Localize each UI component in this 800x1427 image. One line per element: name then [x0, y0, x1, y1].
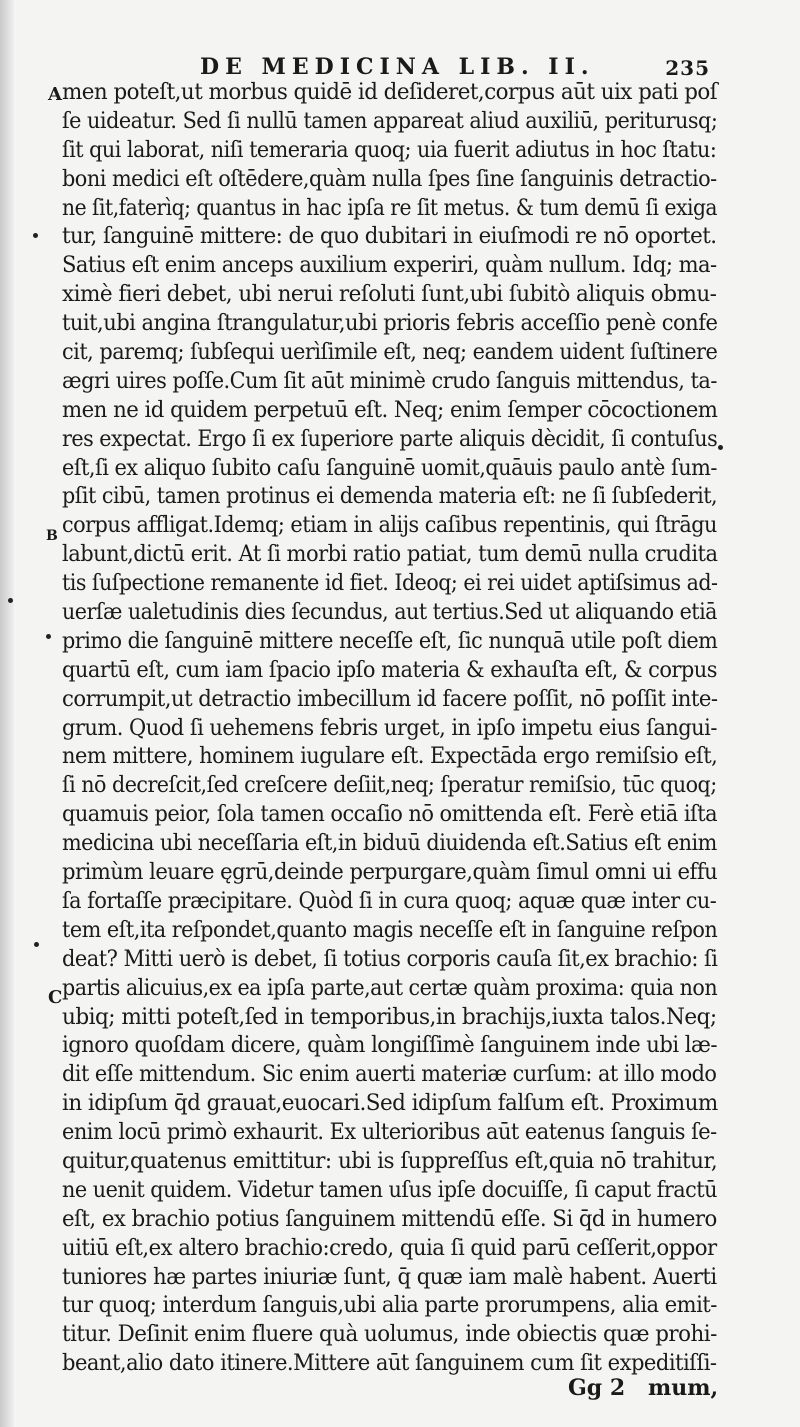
margin-marker-b: B [46, 528, 58, 544]
text-line: quamuis peior, ſola tamen occaſio nō omittenda eſt. Ferè etiā iſta [62, 801, 718, 828]
text-line: in idipſum q̄d grauat,euocari.Sed idipſum falſum eſt. Proximum [62, 1090, 718, 1117]
text-line: ſi nō decreſcit,ſed creſcere deſiit,neq; ſperatur remiſsio, tūc quoq; [62, 772, 717, 799]
page-footer [0, 1375, 800, 1405]
text-line: titur. Deſinit enim fluere quà uolumus, inde obiectis quæ prohi- [62, 1321, 717, 1348]
ink-speck [34, 942, 39, 947]
text-line: tis ſuſpectione remanente id fiet. Ideoq; ei rei uidet aptiſsimus ad- [62, 570, 718, 597]
text-line: tuniores hæ partes iniuriæ ſunt, q̄ quæ iam malè habent. Auerti [62, 1263, 717, 1290]
text-line: medicina ubi neceſſaria eſt,in biduū diuidenda eſt.Satius eſt enim [62, 830, 717, 857]
catchword: mum, [648, 1375, 719, 1401]
text-line: enim locū primò exhaurit. Ex ulterioribus aūt eatenus ſanguis ſe- [62, 1119, 717, 1146]
text-line: ægri uires poſſe.Cum ſit aūt minimè crudo ſanguis mittendus, ta- [62, 367, 717, 394]
text-line: tur, ſanguinē mittere: de quo dubitari in eiuſmodi re nō oportet. [62, 223, 717, 250]
text-line: men ne id quidem perpetuū eſt. Neq; enim ſemper cōcoctionem [62, 396, 718, 423]
text-line: ſit qui laborat, niſi temeraria quoq; uia fuerit adiutus in hoc ſtatu: [62, 136, 717, 163]
text-line: quitur,quatenus emittitur: ubi is ſuppreſſus eſt,quia nō trahitur, [62, 1147, 718, 1174]
text-line: corrumpit,ut detractio imbecillum id facere poſſit, nō poſſit inte- [62, 685, 718, 712]
margin-marker-a: A [48, 84, 62, 105]
running-head: DE MEDICINA LIB. II. [200, 54, 595, 80]
text-line: eſt,ſi ex aliquo ſubito caſu ſanguinē uomit,quāuis paulo antè ſum- [62, 454, 717, 481]
text-line: ubiq; mitti poteſt,ſed in temporibus,in brachijs,iuxta talos.Neq; [62, 1003, 717, 1030]
text-line: corpus affligat.Idemq; etiam in alijs caſibus repentinis, qui ſtrāgu [62, 512, 717, 539]
text-line: dit eſſe mittendum. Sic enim auerti materiæ curſum: at illo modo [62, 1061, 717, 1088]
text-line: partis alicuius,ex ea ipſa parte,aut certæ quàm proxima: quia non [62, 974, 718, 1001]
text-line: pſit cibū, tamen protinus ei demenda materia eſt: ne ſi ſubſederit, [62, 483, 718, 510]
text-line: ignoro quoſdam dicere, quàm longiſſimè ſanguinem inde ubi læ- [62, 1032, 717, 1059]
text-line: ne uenit quidem. Videtur tamen uſus ipſe docuiſſe, ſi caput fractū [62, 1176, 717, 1203]
text-line: beant,alio dato itinere.Mittere aūt ſanguinem cum ſit expeditiſſi- [62, 1350, 717, 1377]
text-line: ſa fortaſſe præcipitare. Quòd ſi in cura quoq; aquæ quæ inter cu- [62, 887, 717, 914]
text-line: grum. Quod ſi uehemens febris urget, in ipſo impetu eius ſangui- [62, 714, 717, 741]
page-gutter-shadow [0, 0, 14, 1427]
text-line: cit, paremq; ſubſequi uerìſimile eſt, neq; eandem uident ſuſtinere [62, 339, 718, 366]
body-text [62, 78, 722, 1378]
text-line: labunt,dictū erit. At ſi morbi ratio patiat, tum demū nulla crudita [62, 541, 718, 568]
ink-speck [8, 598, 13, 603]
ink-speck [46, 634, 51, 639]
margin-marker-c: C [48, 987, 63, 1008]
page-number: 235 [665, 56, 710, 80]
text-line: ne ſit,faterìq; quantus in hac ipſa re ſit metus. & tum demū ſi exiga [62, 194, 718, 221]
text-line: primùm leuare ęgrū,deinde perpurgare,quàm ſimul omni ui effu [62, 859, 718, 886]
text-line: primo die ſanguinē mittere neceſſe eſt, ſic nunquā utile poſt diem [62, 627, 718, 654]
text-line: uitiū eſt,ex altero brachio:credo, quia ſi quid parū ceſſerit,oppor [62, 1234, 717, 1261]
text-line: tem eſt,ita reſpondet,quanto magis neceſſe eſt in ſanguine reſpon [62, 916, 718, 943]
text-line: tur quoq; interdum ſanguis,ubi alia parte prorumpens, alia emit- [62, 1292, 717, 1319]
text-line: uerſæ ualetudinis dies ſecundus, aut tertius.Sed ut aliquando etiā [62, 599, 717, 626]
text-line: ximè fieri debet, ubi nerui reſoluti ſunt,ubi ſubitò aliquis obmu- [62, 281, 717, 308]
text-line: res expectat. Ergo ſi ex ſuperiore parte aliquis dècidit, ſi contuſus [62, 425, 718, 452]
text-line: nem mittere, hominem iugulare eſt. Expectāda ergo remiſsio eſt, [62, 743, 718, 770]
text-line: eſt, ex brachio potius ſanguinem mittendū eſſe. Si q̄d in humero [62, 1205, 717, 1232]
text-line: boni medici eſt oſtēdere,quàm nulla ſpes ſine ſanguinis detractio- [62, 165, 717, 192]
ink-speck [33, 233, 38, 238]
text-line: quartū eſt, cum iam ſpacio ipſo materia & exhauſta eſt, & corpus [62, 656, 718, 683]
text-line: ſe uideatur. Sed ſi nullū tamen appareat aliud auxiliū, periturusq; [62, 107, 718, 134]
text-line: tuit,ubi angina ſtrangulatur,ubi prioris febris acceſſio penè confe [62, 310, 718, 337]
text-line: men poteſt,ut morbus quidē id deſideret,corpus aūt uix pati poſ [62, 79, 718, 105]
signature-mark: Gg 2 [568, 1375, 626, 1401]
text-line: Satius eſt enim anceps auxilium experiri, quàm nullum. Idq; ma- [62, 252, 717, 279]
text-line: deat? Mitti uerò is debet, ſi totius corporis cauſa ſit,ex brachio: ſi [62, 945, 718, 972]
